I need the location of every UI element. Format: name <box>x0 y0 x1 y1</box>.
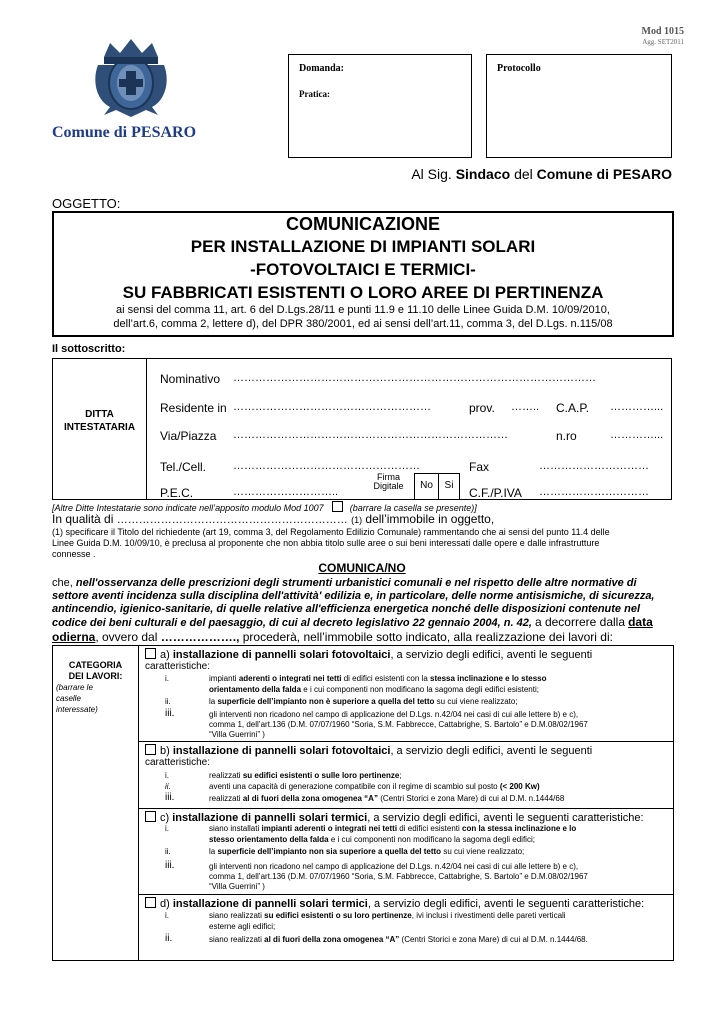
nro-field[interactable]: …………... <box>610 429 664 441</box>
qualita-line: In qualità di ……………………………………………………… (1) dell’immobile in oggetto, <box>52 512 495 526</box>
section-c-ii-line: la superficie dell’impianto non sia superiore a quella del tetto su cui viene realizzato; <box>209 847 525 856</box>
section-a-iii-line-2: comma 1, dell’art.136 (D.M. 07/07/1960 “Soria, S.M. Fabbrecce, Cattabrighe, S. Bartolo” e D.M.08/02/1967 <box>209 720 588 729</box>
nota-1-line-1: (1) specificare il Titolo del richiedente (art 19, comma 3, del Regolamento Edilizio Comunale) rammentando che ai sensi del punto 11.4 delle <box>52 527 610 537</box>
section-b-iii-line: realizzati al di fuori della zona omogenea “A” (Centri Storici e zona Mare) di cui al D.M. n.1444/68 <box>209 794 565 803</box>
categoria-table <box>52 645 674 961</box>
oggetto-label: OGGETTO: <box>52 196 121 211</box>
section-a-i-num: i. <box>165 674 169 683</box>
tel-label: Tel./Cell. <box>160 460 207 474</box>
protocollo-label: Protocollo <box>497 63 541 74</box>
section-b-heading-2: caratteristiche: <box>145 757 211 768</box>
section-d-heading: d) installazione di pannelli solari termici, a servizio degli edifici, aventi le seguenti caratteristiche: <box>145 897 644 911</box>
section-b-i-line: realizzati su edifici esistenti o sulle loro pertinenze; <box>209 771 402 780</box>
tel-field[interactable]: …………………………………………… <box>233 460 420 472</box>
categoria-note-3: interessate) <box>56 705 98 714</box>
body-line-1: che, nell'osservanza delle prescrizioni degli strumenti urbanistici comunali e nel rispetto delle altre normative di <box>52 577 637 589</box>
section-a-heading: a) installazione di pannelli solari fotovoltaici, a servizio degli edifici, aventi le seguenti <box>145 648 592 662</box>
section-b-ii-num: ii. <box>165 782 171 791</box>
section-c <box>139 809 673 895</box>
qualita-field[interactable]: ……………………………………………………… <box>116 514 348 526</box>
title-sub-1: ai sensi del comma 11, art. 6 del D.Lgs.28/11 e punti 11.9 e 11.10 delle Linee Guida D.M. 10/09/2010, <box>116 304 610 316</box>
via-field[interactable]: ………………………………………………………………… <box>233 429 508 441</box>
section-b-ii-line: aventi una capacità di generazione compatibile con il regime di scambio sul posto (< 200 Kw) <box>209 782 540 791</box>
section-c-ii-num: ii. <box>165 847 171 856</box>
residente-label: Residente in <box>160 401 227 415</box>
altre-ditte-checkbox[interactable] <box>332 501 343 512</box>
title-box <box>52 211 674 337</box>
section-c-iii-line-2: comma 1, dell’art.136 (D.M. 07/07/1960 “Soria, S.M. Fabbrecce, Cattabrighe, S. Bartolo” e D.M.08/02/1967 <box>209 872 588 881</box>
section-a <box>139 646 673 742</box>
pec-field[interactable]: ……………………….. <box>233 486 339 498</box>
fax-label: Fax <box>469 460 490 474</box>
section-c-i-line-1: siano installati impianti aderenti o integrati nei tetti di edifici esistenti con la stessa inclinazione e lo <box>209 824 577 833</box>
cf-field[interactable]: ………………………… <box>539 486 649 498</box>
prov-field[interactable]: …….. <box>511 401 540 413</box>
section-d-i-line-2: esterne agli edifici; <box>209 922 276 931</box>
section-c-i-line-2: stesso orientamento della falda e i cui componenti non modificano la sagoma degli edifici; <box>209 835 535 844</box>
categoria-label-cell <box>53 646 139 960</box>
nota-1-line-3: connesse . <box>52 549 96 559</box>
section-a-iii-num: iii. <box>165 708 175 719</box>
title-line-3: -FOTOVOLTAICI E TERMICI- <box>250 260 476 279</box>
section-a-checkbox[interactable] <box>145 648 156 659</box>
nro-label: n.ro <box>556 429 577 443</box>
nominativo-field[interactable]: ……………………………………………………………………………………… <box>233 372 596 384</box>
section-a-i-line-1: impianti aderenti o integrati nei tetti di edifici esistenti con la stessa inclinazione e lo stesso <box>209 674 547 683</box>
section-b-i-num: i. <box>165 771 169 780</box>
ditta-label-2: INTESTATARIA <box>63 422 136 433</box>
section-b-iii-num: iii. <box>165 792 175 803</box>
cf-label: C.F./P.IVA <box>469 486 522 500</box>
firma-si-option[interactable]: Si <box>438 473 460 499</box>
title-sub-2: dell’art.6, comma 2, lettere d), del DPR 380/2001, ed ai sensi dell’art.11, comma 3, del D.Lgs. n.115/08 <box>113 318 613 330</box>
section-a-heading-2: caratteristiche: <box>145 661 211 672</box>
via-label: Via/Piazza <box>160 429 217 443</box>
cap-label: C.A.P. <box>556 401 590 415</box>
altre-ditte-note: [Altre Ditte Intestatarie sono indicate nell’apposito modulo Mod 1007 (barrare la casella se presente)] <box>52 503 477 513</box>
nominativo-label: Nominativo <box>160 372 221 386</box>
fax-field[interactable]: ………………………… <box>539 460 649 472</box>
section-d-i-num: i. <box>165 911 169 920</box>
section-a-iii-line-3: “Villa Guerrini” ) <box>209 730 265 739</box>
data-inizio-field[interactable]: ………………., <box>160 630 240 644</box>
section-c-iii-line-1: gli interventi non ricadono nel campo di applicazione del D.Lgs. n.42/04 nei casi di cui alle lettere b) e c), <box>209 862 579 871</box>
sottoscritto-label: Il sottoscritto: <box>52 343 126 355</box>
firma-no-option[interactable]: No <box>414 473 438 499</box>
domanda-box[interactable] <box>288 54 472 158</box>
comunica-heading: COMUNICA/NO <box>318 561 406 575</box>
categoria-label-2: DEI LAVORI: <box>68 671 123 681</box>
categoria-label-1: CATEGORIA <box>68 660 123 670</box>
section-c-iii-num: iii. <box>165 860 175 871</box>
section-c-heading: c) installazione di pannelli solari termici, a servizio degli edifici, aventi le seguenti caratteristiche: <box>145 811 644 825</box>
section-b-heading: b) installazione di pannelli solari fotovoltaici, a servizio degli edifici, aventi le seguenti <box>145 744 592 758</box>
protocollo-box[interactable] <box>486 54 672 158</box>
body-line-2: settore aventi incidenza sulla disciplina dell'attività' edilizia e, in particolare, delle norme antisismiche, di sicurezza, <box>52 590 655 602</box>
addressee: Al Sig. Sindaco del Comune di PESARO <box>411 166 672 182</box>
domanda-label: Domanda: <box>299 63 345 74</box>
coat-of-arms-icon <box>90 35 172 120</box>
body-line-3: antincendio, igienico-sanitarie, di quelle relative all'efficienza energetica nonché delle disposizioni contenute nel <box>52 603 641 615</box>
module-update: Agg. SET2011 <box>642 38 684 46</box>
section-c-iii-line-3: “Villa Guerrini” ) <box>209 882 265 891</box>
section-a-iii-line-1: gli interventi non ricadono nel campo di applicazione del D.Lgs. n.42/04 nei casi di cui alle lettere b) e c), <box>209 710 579 719</box>
section-d <box>139 895 673 960</box>
categoria-note-2: caselle <box>56 694 81 703</box>
section-b-checkbox[interactable] <box>145 744 156 755</box>
section-d-ii-line: siano realizzati al di fuori della zona omogenea “A” (Centri Storici e zona Mare) di cui al D.M. n.1444/68. <box>209 935 588 944</box>
comune-name: Comune di PESARO <box>52 124 197 141</box>
section-a-ii-line: la superficie dell’impianto non è superiore a quella del tetto su cui viene realizzato; <box>209 697 518 706</box>
module-code: Mod 1015 <box>641 26 684 37</box>
cap-field[interactable]: …………... <box>610 401 664 413</box>
section-c-checkbox[interactable] <box>145 811 156 822</box>
section-a-i-line-2: orientamento della falda e i cui componenti non modificano la sagoma degli edifici esistenti; <box>209 685 539 694</box>
section-d-i-line-1: siano realizzati su edifici esistenti o su loro pertinenze, ivi inclusi i rivestimenti delle pareti verticali <box>209 911 566 920</box>
section-b <box>139 742 673 809</box>
ditta-label-cell <box>53 359 147 499</box>
residente-field[interactable]: ……………………………………………… <box>233 401 431 413</box>
section-d-checkbox[interactable] <box>145 897 156 908</box>
categoria-note-1: (barrare le <box>56 683 93 692</box>
ditta-label-1: DITTA <box>85 409 114 420</box>
nota-1-line-2: Linee Guida D.M. 10/09/10, è preclusa al proponente che non abbia titolo sulle aree o sui beni interessati dalle opere e dalle infrastrutture <box>52 538 600 548</box>
title-line-1: COMUNICAZIONE <box>286 214 440 234</box>
title-line-4: SU FABBRICATI ESISTENTI O LORO AREE DI PERTINENZA <box>122 283 604 302</box>
section-c-i-num: i. <box>165 824 169 833</box>
firma-digitale-label: Firma Digitale <box>373 472 404 491</box>
prov-label: prov. <box>469 401 495 415</box>
body-line-4: codice dei beni culturali e del paesaggio, di cui al decreto legislativo 22 gennaio 2004, n. 42, a decorrere dalla data <box>52 615 653 629</box>
title-line-2: PER INSTALLAZIONE DI IMPIANTI SOLARI <box>190 237 536 256</box>
pratica-label: Pratica: <box>299 89 330 99</box>
pec-label: P.E.C. <box>160 486 194 500</box>
body-line-5: odierna, ovvero dal ………………., procederà, nell’immobile sotto indicato, alla realizzazione dei lavori di: <box>52 630 613 644</box>
ditta-table <box>52 358 672 500</box>
section-a-ii-num: ii. <box>165 697 171 706</box>
section-d-ii-num: ii. <box>165 933 173 944</box>
